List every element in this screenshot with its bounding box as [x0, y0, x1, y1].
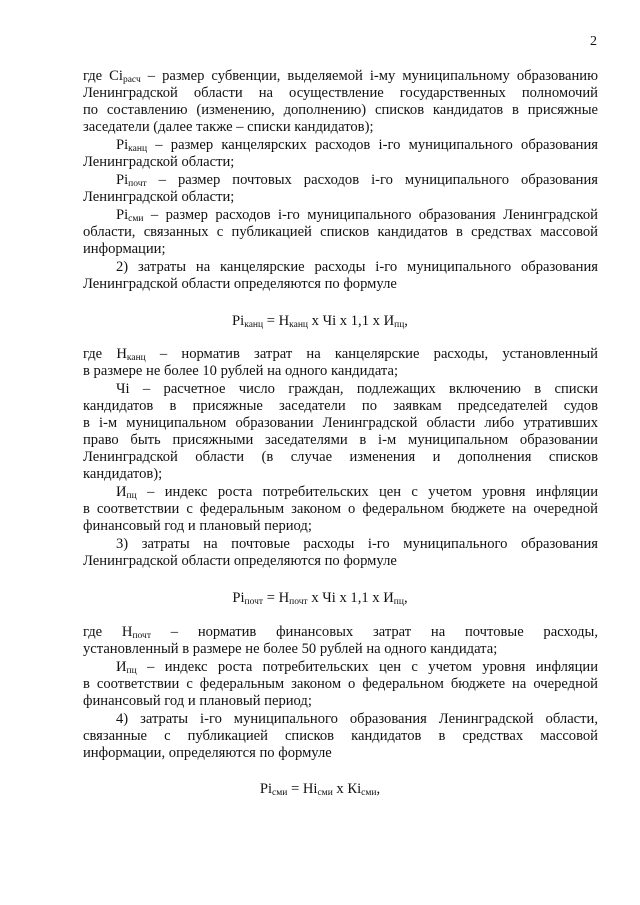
body-line: в размере не более 10 рублей на одного кандидата; [83, 363, 399, 379]
body-line: установленный в размере не более 50 рублей на одного кандидата; [83, 641, 498, 657]
body-line: финансовый год и плановый период; [83, 518, 312, 534]
body-line: информации, определяются по формуле [83, 745, 332, 761]
body-line: кандидатов); [83, 466, 163, 482]
body-line: $И_{пц}$ – индекс роста потребительских цен с учетом уровня инфляции [116, 659, 598, 676]
body-line: где $Н_{канц}$ – норматив затрат на канцелярские расходы, установленный [83, 346, 598, 363]
formula: $Pi_{канц} = Н_{канц}$ х Чi х 1,1 х $И_{пц}$, [232, 313, 408, 330]
body-line: заседатели (далее также – списки кандидатов); [83, 119, 374, 135]
body-line: Ленинградской области; [83, 189, 235, 205]
body-line: по составлению (изменению, дополнению) списков кандидатов в присяжные [83, 102, 598, 118]
body-line: где $Ci_{расч}$ – размер субвенции, выделяемой i-му муниципальному образованию [83, 68, 598, 85]
formula: $Pi_{сми} = Нi_{сми}$ х $Кi_{сми}$, [259, 781, 381, 798]
body-line: 4) затраты i-го муниципального образования Ленинградской области, [116, 711, 598, 727]
body-line: Ленинградской области на осуществление государственных полномочий [83, 85, 598, 101]
body-line: 3) затраты на почтовые расходы i-го муниципального образования [116, 536, 598, 552]
body-line: области, связанных с публикацией списков кандидатов в средствах массовой [83, 224, 598, 240]
body-line: в i-м муниципальном образовании Ленинградской области либо утративших [83, 415, 598, 431]
formula: $Pi_{почт} = Н_{почт}$ х Чi х 1,1 х $И_{пц}$, [232, 590, 408, 607]
body-line: право быть присяжными заседателями в i-м муниципальном образовании [83, 432, 598, 448]
body-line: в соответствии с федеральным законом о федеральном бюджете на очередной [83, 676, 598, 692]
body-line: финансовый год и плановый период; [83, 693, 312, 709]
body-line: связанные с публикацией списков кандидатов в средствах массовой [83, 728, 598, 744]
body-line: Ленинградской области (в случае изменения и дополнения списков [83, 449, 598, 465]
body-line: $Pi_{сми}$ – размер расходов i-го муниципального образования Ленинградской [116, 207, 598, 224]
body-line: $И_{пц}$ – индекс роста потребительских цен с учетом уровня инфляции [116, 484, 598, 501]
body-line: информации; [83, 241, 166, 257]
body-line: кандидатов в присяжные заседатели по заявкам председателей судов [83, 398, 598, 414]
body-line: где $Н_{почт}$ – норматив финансовых затрат на почтовые расходы, [83, 624, 598, 641]
body-line: Ленинградской области определяются по формуле [83, 553, 397, 569]
body-line: $Pi_{канц}$ – размер канцелярских расходов i-го муниципального образования [116, 137, 598, 154]
body-line: $Pi_{почт}$ – размер почтовых расходов i-го муниципального образования [116, 172, 598, 189]
body-line: Ленинградской области; [83, 154, 235, 170]
page-number: 2 [590, 34, 597, 49]
body-line: 2) затраты на канцелярские расходы i-го муниципального образования [116, 259, 598, 275]
body-line: в соответствии с федеральным законом о федеральном бюджете на очередной [83, 501, 598, 517]
body-line: Ленинградской области определяются по формуле [83, 276, 397, 292]
body-line: Чi – расчетное число граждан, подлежащих включению в списки [116, 381, 598, 397]
